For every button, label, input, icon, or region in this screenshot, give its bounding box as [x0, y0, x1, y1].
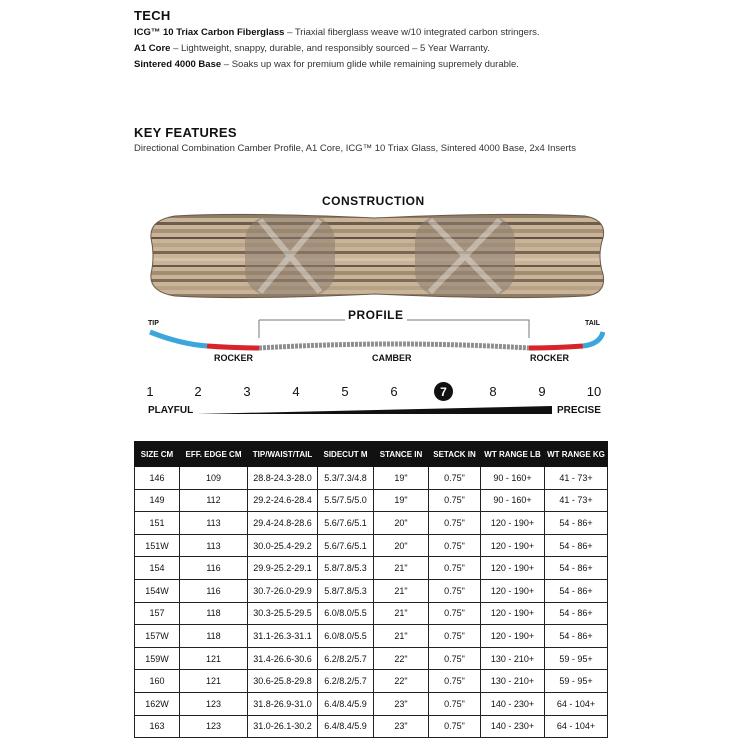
cell-stance: 20": [374, 534, 429, 557]
scale-number-2: 2: [194, 384, 202, 399]
cell-eff-edge: 118: [180, 602, 248, 625]
cell-wt-kg: 64 - 104+: [545, 692, 608, 715]
cell-wt-lb: 120 - 190+: [481, 557, 545, 580]
cell-wt-lb: 130 - 210+: [481, 670, 545, 693]
table-row: [135, 512, 608, 535]
cell-setback: 0.75": [429, 647, 481, 670]
tech-item-2: [134, 43, 490, 54]
cell-setback: 0.75": [429, 489, 481, 512]
cell-stance: 19": [374, 467, 429, 490]
cell-wt-kg: 54 - 86+: [545, 625, 608, 648]
header-tip-waist-tail: TIP/WAIST/TAIL: [248, 442, 318, 467]
cell-sidecut: 6.4/8.4/5.9: [318, 692, 374, 715]
table-row: [135, 692, 608, 715]
rocker-left-segment: [207, 346, 259, 348]
cell-size: 154: [135, 557, 180, 580]
cell-stance: 19": [374, 489, 429, 512]
header-setback: SETACK IN: [429, 442, 481, 467]
features-heading: KEY FEATURES: [134, 125, 237, 140]
cell-stance: 20": [374, 512, 429, 535]
cell-wt-kg: 54 - 86+: [545, 579, 608, 602]
cell-wt-kg: 54 - 86+: [545, 534, 608, 557]
construction-label: CONSTRUCTION: [322, 194, 425, 208]
table-row: [135, 534, 608, 557]
cell-tip-waist-tail: 31.1-26.3-31.1: [248, 625, 318, 648]
rocker-right-segment: [529, 346, 583, 348]
cell-eff-edge: 116: [180, 557, 248, 580]
cell-sidecut: 5.8/7.8/5.3: [318, 557, 374, 580]
cell-wt-lb: 120 - 190+: [481, 534, 545, 557]
cell-sidecut: 6.0/8.0/5.5: [318, 625, 374, 648]
cell-eff-edge: 121: [180, 647, 248, 670]
cell-eff-edge: 109: [180, 467, 248, 490]
cell-tip-waist-tail: 30.0-25.4-29.2: [248, 534, 318, 557]
cell-tip-waist-tail: 30.3-25.5-29.5: [248, 602, 318, 625]
cell-setback: 0.75": [429, 579, 481, 602]
scale-number-6: 6: [390, 384, 398, 399]
tip-label: TIP: [148, 320, 159, 327]
cell-tip-waist-tail: 29.9-25.2-29.1: [248, 557, 318, 580]
board-construction-image: [145, 210, 605, 302]
cell-setback: 0.75": [429, 467, 481, 490]
profile-label: PROFILE: [345, 308, 407, 322]
cell-setback: 0.75": [429, 534, 481, 557]
cell-sidecut: 5.3/7.3/4.8: [318, 467, 374, 490]
table-row: [135, 715, 608, 738]
tech-item-1-name: ICG™ 10 Triax Carbon Fiberglass: [134, 27, 285, 38]
cell-sidecut: 5.6/7.6/5.1: [318, 534, 374, 557]
cell-sidecut: 5.8/7.8/5.3: [318, 579, 374, 602]
cell-size: 149: [135, 489, 180, 512]
cell-size: 159W: [135, 647, 180, 670]
tech-item-1-desc: – Triaxial fiberglass weave w/10 integrated carbon stringers.: [284, 27, 540, 38]
header-wt-kg: WT RANGE KG: [545, 442, 608, 467]
cell-tip-waist-tail: 31.4-26.6-30.6: [248, 647, 318, 670]
tech-heading: TECH: [134, 8, 171, 23]
cell-tip-waist-tail: 31.8-26.9-31.0: [248, 692, 318, 715]
cell-eff-edge: 112: [180, 489, 248, 512]
cell-wt-lb: 130 - 210+: [481, 647, 545, 670]
cell-wt-kg: 54 - 86+: [545, 557, 608, 580]
tech-item-2-name: A1 Core: [134, 43, 171, 54]
scale-number-1: 1: [146, 384, 154, 399]
cell-wt-lb: 120 - 190+: [481, 512, 545, 535]
cell-stance: 22": [374, 670, 429, 693]
table-row: [135, 625, 608, 648]
scale-number-7-selected: 7: [434, 382, 453, 401]
cell-size: 146: [135, 467, 180, 490]
cell-size: 157W: [135, 625, 180, 648]
cell-eff-edge: 123: [180, 692, 248, 715]
cell-wt-kg: 54 - 86+: [545, 602, 608, 625]
cell-stance: 21": [374, 557, 429, 580]
cell-setback: 0.75": [429, 625, 481, 648]
cell-wt-lb: 90 - 160+: [481, 467, 545, 490]
cell-eff-edge: 118: [180, 625, 248, 648]
cell-eff-edge: 113: [180, 534, 248, 557]
tech-item-2-desc: – Lightweight, snappy, durable, and responsibly sourced – 5 Year Warranty.: [170, 43, 490, 54]
flex-wedge: [196, 405, 552, 415]
cell-setback: 0.75": [429, 670, 481, 693]
cell-wt-kg: 59 - 95+: [545, 647, 608, 670]
tech-item-3-name: Sintered 4000 Base: [134, 59, 222, 70]
cell-setback: 0.75": [429, 692, 481, 715]
cell-wt-lb: 120 - 190+: [481, 602, 545, 625]
rocker-right-label: ROCKER: [530, 353, 570, 363]
cell-sidecut: 6.0/8.0/5.5: [318, 602, 374, 625]
camber-bracket: [259, 320, 529, 338]
cell-tip-waist-tail: 29.4-24.8-28.6: [248, 512, 318, 535]
header-stance: STANCE IN: [374, 442, 429, 467]
table-row: [135, 670, 608, 693]
header-sidecut: SIDECUT M: [318, 442, 374, 467]
features-text: Directional Combination Camber Profile, A1 Core, ICG™ 10 Triax Glass, Sintered 4000 Base, 2x4 Inserts: [134, 143, 576, 154]
tail-segment: [583, 332, 603, 346]
spec-header-row: [135, 442, 608, 467]
cell-setback: 0.75": [429, 602, 481, 625]
cell-wt-kg: 54 - 86+: [545, 512, 608, 535]
cell-size: 160: [135, 670, 180, 693]
cell-size: 151: [135, 512, 180, 535]
cell-eff-edge: 116: [180, 579, 248, 602]
cell-stance: 23": [374, 692, 429, 715]
spec-table: [134, 441, 608, 738]
cell-wt-lb: 90 - 160+: [481, 489, 545, 512]
cell-wt-lb: 120 - 190+: [481, 579, 545, 602]
tech-item-3-desc: – Soaks up wax for premium glide while remaining supremely durable.: [221, 59, 519, 70]
table-row: [135, 602, 608, 625]
cell-tip-waist-tail: 31.0-26.1-30.2: [248, 715, 318, 738]
table-row: [135, 557, 608, 580]
cell-wt-lb: 140 - 230+: [481, 692, 545, 715]
precise-label: PRECISE: [557, 405, 601, 416]
cell-tip-waist-tail: 30.6-25.8-29.8: [248, 670, 318, 693]
cell-size: 154W: [135, 579, 180, 602]
cell-eff-edge: 121: [180, 670, 248, 693]
cell-wt-lb: 120 - 190+: [481, 625, 545, 648]
cell-stance: 23": [374, 715, 429, 738]
header-size: SIZE CM: [135, 442, 180, 467]
cell-sidecut: 6.2/8.2/5.7: [318, 647, 374, 670]
cell-sidecut: 6.2/8.2/5.7: [318, 670, 374, 693]
header-eff-edge: EFF. EDGE CM: [180, 442, 248, 467]
cell-eff-edge: 113: [180, 512, 248, 535]
scale-number-5: 5: [341, 384, 349, 399]
cell-tip-waist-tail: 30.7-26.0-29.9: [248, 579, 318, 602]
tail-label: TAIL: [585, 320, 601, 327]
cell-stance: 21": [374, 579, 429, 602]
cell-wt-lb: 140 - 230+: [481, 715, 545, 738]
playful-label: PLAYFUL: [148, 405, 194, 416]
table-row: [135, 579, 608, 602]
cell-wt-kg: 41 - 73+: [545, 467, 608, 490]
rocker-left-label: ROCKER: [214, 353, 254, 363]
scale-number-10: 10: [586, 384, 602, 399]
table-row: [135, 489, 608, 512]
camber-segment: [259, 344, 529, 348]
cell-wt-kg: 41 - 73+: [545, 489, 608, 512]
cell-sidecut: 5.5/7.5/5.0: [318, 489, 374, 512]
scale-number-9: 9: [538, 384, 546, 399]
scale-number-8: 8: [489, 384, 497, 399]
table-row: [135, 647, 608, 670]
cell-setback: 0.75": [429, 512, 481, 535]
tech-item-1: [134, 27, 540, 38]
camber-label: CAMBER: [372, 353, 412, 363]
cell-sidecut: 5.6/7.6/5.1: [318, 512, 374, 535]
cell-eff-edge: 123: [180, 715, 248, 738]
tech-item-3: [134, 59, 519, 70]
scale-number-4: 4: [292, 384, 300, 399]
cell-size: 162W: [135, 692, 180, 715]
cell-setback: 0.75": [429, 715, 481, 738]
header-wt-lb: WT RANGE LB: [481, 442, 545, 467]
cell-wt-kg: 64 - 104+: [545, 715, 608, 738]
cell-tip-waist-tail: 28.8-24.3-28.0: [248, 467, 318, 490]
cell-stance: 21": [374, 625, 429, 648]
cell-tip-waist-tail: 29.2-24.6-28.4: [248, 489, 318, 512]
scale-number-3: 3: [243, 384, 251, 399]
tip-segment: [150, 332, 207, 346]
cell-size: 157: [135, 602, 180, 625]
cell-stance: 21": [374, 602, 429, 625]
cell-wt-kg: 59 - 95+: [545, 670, 608, 693]
cell-setback: 0.75": [429, 557, 481, 580]
cell-sidecut: 6.4/8.4/5.9: [318, 715, 374, 738]
cell-size: 163: [135, 715, 180, 738]
table-row: [135, 467, 608, 490]
cell-stance: 22": [374, 647, 429, 670]
cell-size: 151W: [135, 534, 180, 557]
